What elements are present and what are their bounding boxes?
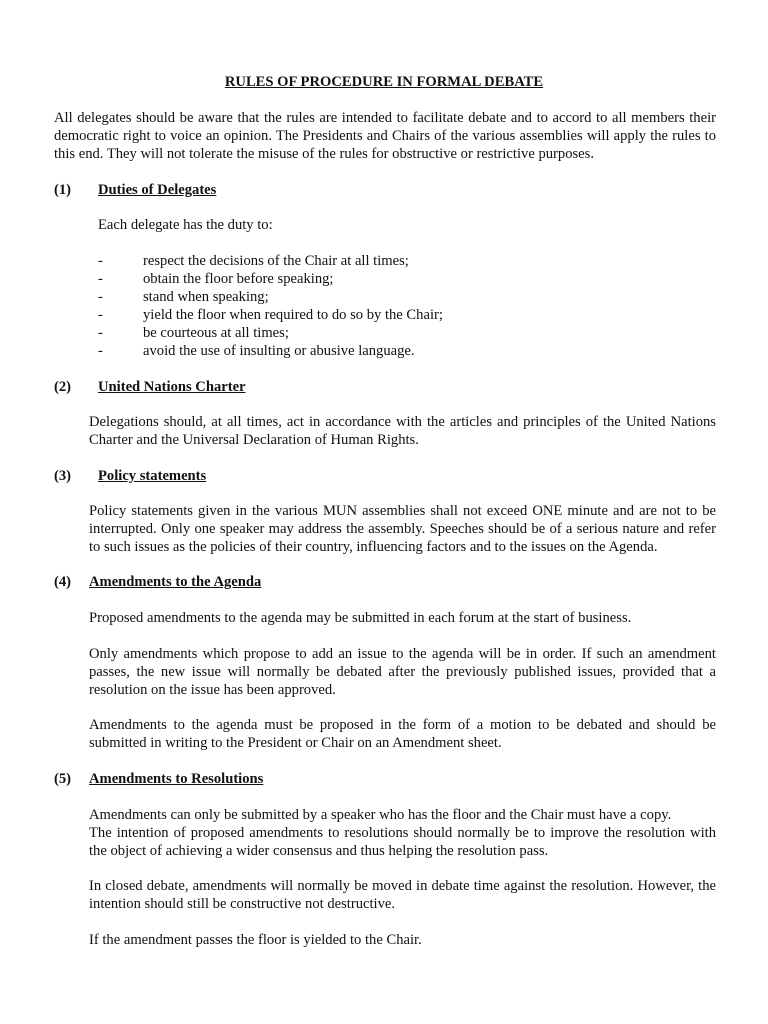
bullet-marker: - xyxy=(98,289,103,305)
list-item xyxy=(98,342,443,360)
bullet-marker: - xyxy=(98,253,103,269)
section-number: (5) xyxy=(54,771,72,787)
section-paragraph: If the amendment passes the floor is yielded to the Chair. xyxy=(89,932,422,948)
section-paragraph: Amendments to the agenda must be proposed in the form of a motion to be debated and should be submitted in writing to the President or Chair on an Amendment sheet. xyxy=(89,717,716,751)
section-lead-in: Each delegate has the duty to: xyxy=(98,217,273,233)
section-paragraph: Only amendments which propose to add an issue to the agenda will be in order. If such an amendment passes, the new issue will normally be debated after the previously published issues, provided that a resolution on the issue has been approved. xyxy=(89,646,716,698)
document-title: RULES OF PROCEDURE IN FORMAL DEBATE xyxy=(224,74,544,90)
list-item-text: respect the decisions of the Chair at all times; xyxy=(143,253,409,269)
list-item-text: obtain the floor before speaking; xyxy=(143,271,334,287)
section-heading-4 xyxy=(54,573,354,591)
section-title: Amendments to Resolutions xyxy=(89,771,264,787)
intro-paragraph: All delegates should be aware that the rules are intended to facilitate debate and to accord to all members their democratic right to voice an opinion. The Presidents and Chairs of the various assemblies will apply the rules to this end. They will not tolerate the misuse of the rules for obstructive or restrictive purposes. xyxy=(54,110,716,162)
section-number: (1) xyxy=(54,182,72,198)
section-number: (4) xyxy=(54,574,72,590)
list-item xyxy=(98,252,443,270)
section-heading-1 xyxy=(54,181,354,199)
section-title: Amendments to the Agenda xyxy=(89,574,262,590)
section-paragraph: The intention of proposed amendments to resolutions should normally be to improve the resolution with the object of achieving a wider consensus and thus helping the resolution pass. xyxy=(89,825,716,859)
list-item-text: be courteous at all times; xyxy=(143,325,289,341)
section-heading-2 xyxy=(54,378,354,396)
section-paragraph: Amendments can only be submitted by a speaker who has the floor and the Chair must have a copy. xyxy=(89,807,672,823)
list-item xyxy=(98,288,443,306)
section-number: (2) xyxy=(54,379,72,395)
bullet-marker: - xyxy=(98,307,103,323)
list-item xyxy=(98,324,443,342)
section-paragraph: Proposed amendments to the agenda may be submitted in each forum at the start of business. xyxy=(89,610,632,626)
bullet-marker: - xyxy=(98,271,103,287)
list-item xyxy=(98,270,443,288)
section-title: Duties of Delegates xyxy=(98,182,217,198)
list-item-text: stand when speaking; xyxy=(143,289,269,305)
section-heading-3 xyxy=(54,467,354,485)
section-number: (3) xyxy=(54,468,72,484)
section-paragraph: Policy statements given in the various MUN assemblies shall not exceed ONE minute and are not to be interrupted. Only one speaker may address the assembly. Speeches should be of a serious nature and refer to such issues as the policies of their country, influencing factors and to the issues on the Agenda. xyxy=(89,503,716,555)
section-title: United Nations Charter xyxy=(98,379,246,395)
list-item-text: yield the floor when required to do so by the Chair; xyxy=(143,307,443,323)
section-paragraph: Delegations should, at all times, act in accordance with the articles and principles of the United Nations Charter and the Universal Declaration of Human Rights. xyxy=(89,414,716,448)
section-paragraph: In closed debate, amendments will normally be moved in debate time against the resolution. However, the intention should still be constructive not destructive. xyxy=(89,878,716,912)
list-item xyxy=(98,306,443,324)
duties-list xyxy=(98,252,443,360)
bullet-marker: - xyxy=(98,325,103,341)
section-heading-5 xyxy=(54,770,354,788)
list-item-text: avoid the use of insulting or abusive language. xyxy=(143,343,415,359)
bullet-marker: - xyxy=(98,343,103,359)
section-title: Policy statements xyxy=(98,468,207,484)
